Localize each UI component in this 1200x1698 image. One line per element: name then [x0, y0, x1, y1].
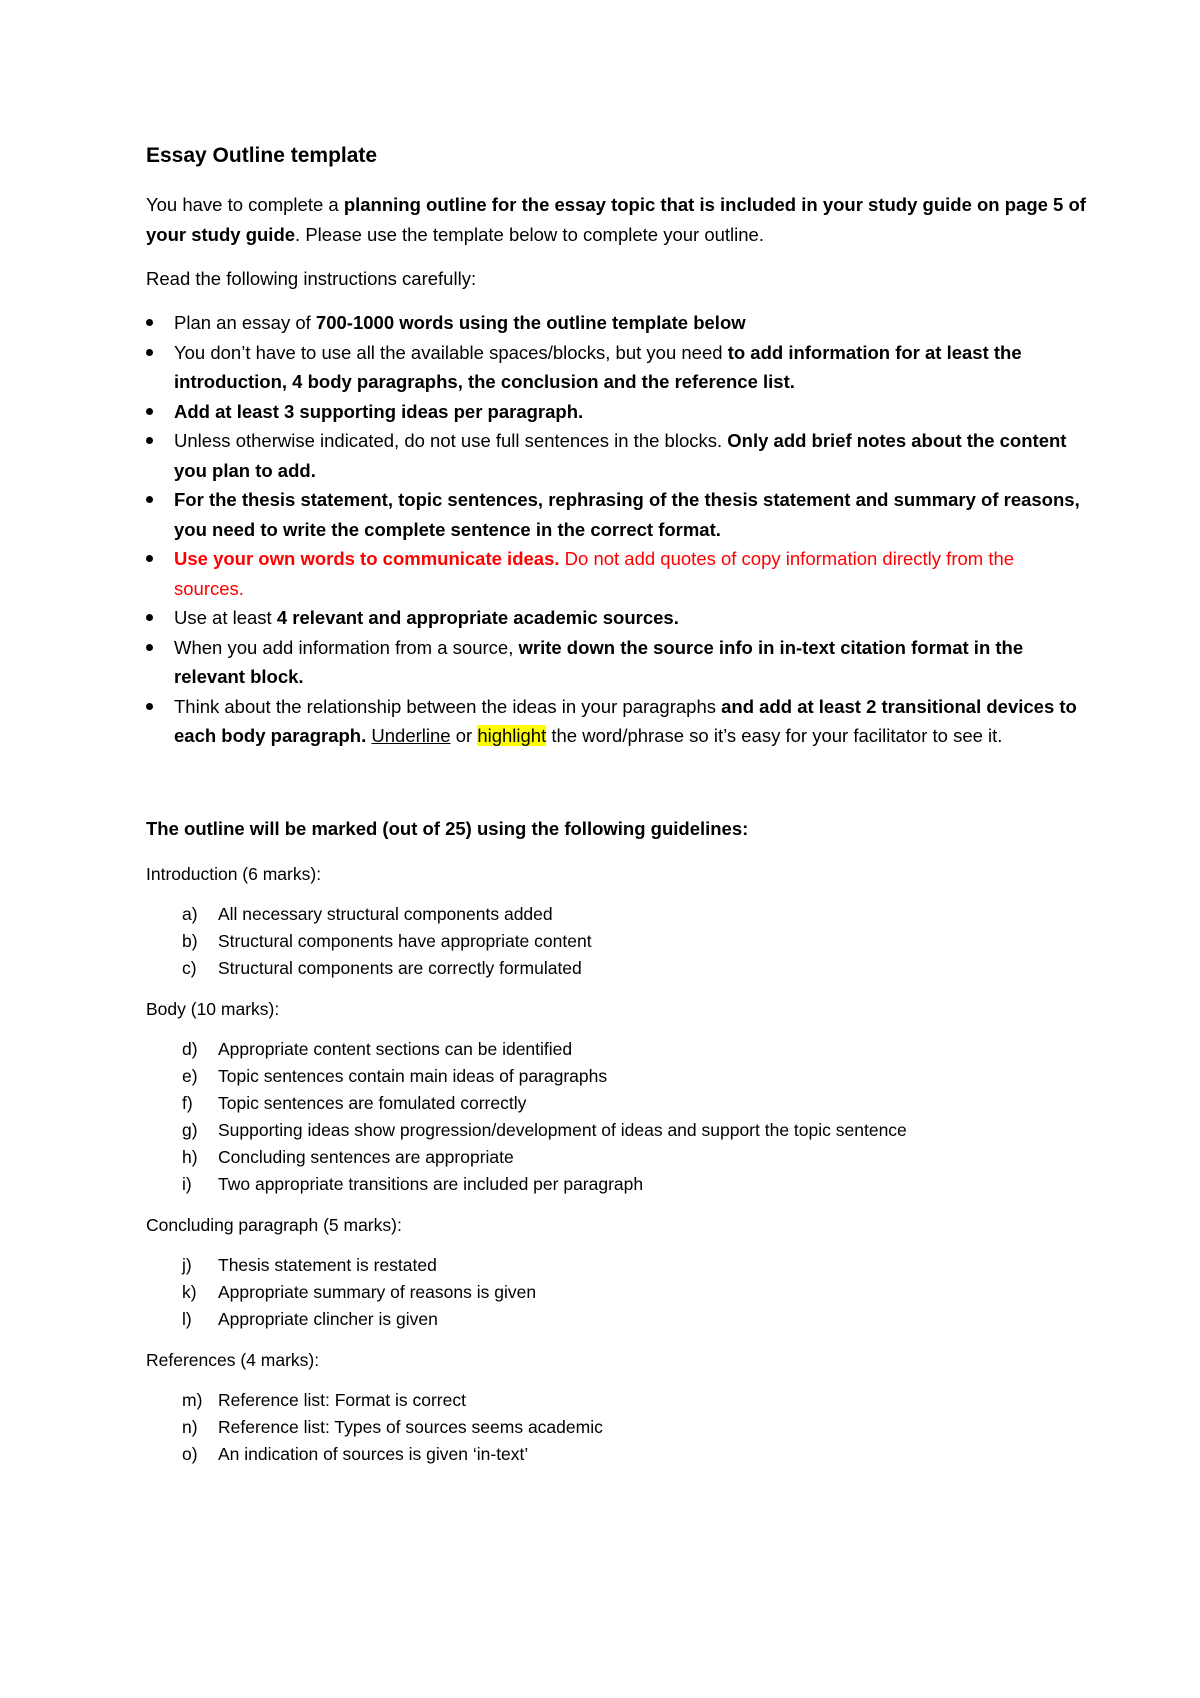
item-text: Concluding sentences are appropriate	[218, 1146, 514, 1167]
list-item	[146, 397, 1086, 427]
bullet-icon	[146, 319, 153, 326]
list-item	[146, 603, 1086, 633]
section-heading-concluding: Concluding paragraph (5 marks):	[146, 1214, 402, 1235]
bullet-text: Unless otherwise indicated, do not use full sentences in the blocks.	[174, 430, 728, 451]
bullet-text-bold: and add at least 2 transitional devices to each body paragraph.	[174, 695, 1077, 746]
item-text: Appropriate clincher is given	[218, 1308, 438, 1329]
list-item	[182, 1036, 1086, 1063]
list-item	[146, 485, 1086, 544]
item-letter: g)	[182, 1119, 198, 1140]
list-item	[182, 928, 1086, 955]
intro-text-2: planning outline for the essay topic that is included in your study guide on page 5 of your study guide	[146, 194, 1086, 245]
instructions-list	[146, 308, 1086, 751]
list-item	[182, 955, 1086, 982]
item-text: Thesis statement is restated	[218, 1254, 437, 1275]
item-letter: o)	[182, 1443, 198, 1464]
item-text: All necessary structural components added	[218, 903, 553, 924]
criteria-list-introduction	[182, 901, 1086, 982]
bullet-icon	[146, 349, 153, 356]
list-item	[146, 633, 1086, 692]
highlight-example: highlight	[477, 725, 547, 746]
item-letter: i)	[182, 1173, 192, 1194]
bullet-text-bold: to add information for at least the introduction, 4 body paragraphs, the conclusion and the reference list.	[174, 341, 1022, 392]
item-letter: n)	[182, 1416, 198, 1437]
bullet-text: Do not add quotes of copy information directly from the sources.	[174, 548, 1015, 599]
item-letter: c)	[182, 957, 197, 978]
bullet-text-bold: For the thesis statement, topic sentences, rephrasing of the thesis statement and summary of reasons, you need to write the complete sentence in the correct format.	[174, 489, 1080, 540]
item-text: Topic sentences contain main ideas of paragraphs	[218, 1065, 608, 1086]
item-text: Structural components have appropriate content	[218, 930, 592, 951]
item-letter: a)	[182, 903, 198, 924]
item-letter: b)	[182, 930, 198, 951]
item-text: An indication of sources is given ‘in-text’	[218, 1443, 529, 1464]
item-text: Structural components are correctly formulated	[218, 957, 582, 978]
bullet-icon	[146, 496, 153, 503]
item-text: Topic sentences are fomulated correctly	[218, 1092, 527, 1113]
criteria-list-concluding	[182, 1252, 1086, 1333]
criteria-list-body	[182, 1036, 1086, 1198]
list-item	[182, 1441, 1086, 1468]
instructions-lead: Read the following instructions carefully:	[146, 268, 477, 289]
bullet-text: Think about the relationship between the ideas in your paragraphs	[174, 695, 722, 717]
item-letter: m)	[182, 1389, 203, 1410]
bullet-icon	[146, 644, 153, 651]
item-text: Appropriate summary of reasons is given	[218, 1281, 537, 1302]
bullet-icon	[146, 408, 153, 415]
list-item	[182, 1306, 1086, 1333]
item-text: Supporting ideas show progression/development of ideas and support the topic sentence	[218, 1119, 907, 1140]
marking-heading: The outline will be marked (out of 25) using the following guidelines:	[146, 817, 749, 839]
bullet-icon	[146, 437, 153, 444]
bullet-text-bold: 700-1000 words using the outline template below	[315, 312, 746, 333]
list-item	[182, 1117, 1086, 1144]
bullet-text-bold: Only add brief notes about the content you plan to add.	[174, 430, 1067, 481]
item-letter: e)	[182, 1065, 198, 1086]
underline-example: Underline	[371, 725, 451, 746]
document-content	[146, 144, 1086, 1482]
bullet-text: You don’t have to use all the available spaces/blocks, but you need	[174, 341, 728, 363]
section-heading-body: Body (10 marks):	[146, 998, 280, 1019]
bullet-text: Use at least	[174, 607, 277, 628]
list-item	[182, 1063, 1086, 1090]
list-item	[182, 1171, 1086, 1198]
bullet-text-bold: 4 relevant and appropriate academic sources.	[276, 607, 679, 628]
item-letter: k)	[182, 1281, 197, 1302]
intro-text-1: You have to complete a	[146, 194, 344, 215]
item-text: Appropriate content sections can be identified	[218, 1038, 573, 1059]
list-item	[182, 1144, 1086, 1171]
item-letter: h)	[182, 1146, 198, 1167]
bullet-icon	[146, 703, 153, 710]
item-letter: f)	[182, 1092, 193, 1113]
section-heading-references: References (4 marks):	[146, 1349, 320, 1370]
bullet-text: When you add information from a source,	[174, 636, 519, 658]
item-letter: j)	[182, 1254, 192, 1275]
bullet-icon	[146, 614, 153, 621]
item-text: Reference list: Format is correct	[218, 1389, 466, 1410]
bullet-text-bold: Use your own words to communicate ideas.	[174, 548, 560, 569]
bullet-text-bold: Add at least 3 supporting ideas per paragraph.	[174, 400, 584, 422]
intro-paragraph	[146, 190, 1086, 250]
list-item	[146, 544, 1086, 603]
bullet-text: the word/phrase so it’s easy for your facilitator to see it.	[546, 725, 1003, 746]
list-item	[182, 901, 1086, 928]
bullet-text-bold: write down the source info in in-text citation format in the relevant block.	[174, 636, 1024, 687]
bullet-text: or	[450, 725, 478, 746]
list-item	[182, 1090, 1086, 1117]
list-item	[182, 1387, 1086, 1414]
criteria-list-references	[182, 1387, 1086, 1468]
list-item	[146, 692, 1086, 751]
intro-text-3: . Please use the template below to complete your outline.	[295, 224, 764, 245]
item-text: Two appropriate transitions are included per paragraph	[218, 1173, 644, 1194]
list-item	[146, 426, 1086, 485]
list-item	[182, 1279, 1086, 1306]
bullet-text: Plan an essay of	[174, 312, 316, 333]
item-text: Reference list: Types of sources seems academic	[218, 1416, 603, 1437]
list-item	[146, 338, 1086, 397]
section-heading-introduction: Introduction (6 marks):	[146, 863, 322, 884]
item-letter: l)	[182, 1308, 192, 1329]
bullet-icon	[146, 555, 153, 562]
list-item	[182, 1252, 1086, 1279]
document-title: Essay Outline template	[146, 144, 378, 167]
item-letter: d)	[182, 1038, 198, 1059]
list-item	[146, 308, 1086, 338]
list-item	[182, 1414, 1086, 1441]
